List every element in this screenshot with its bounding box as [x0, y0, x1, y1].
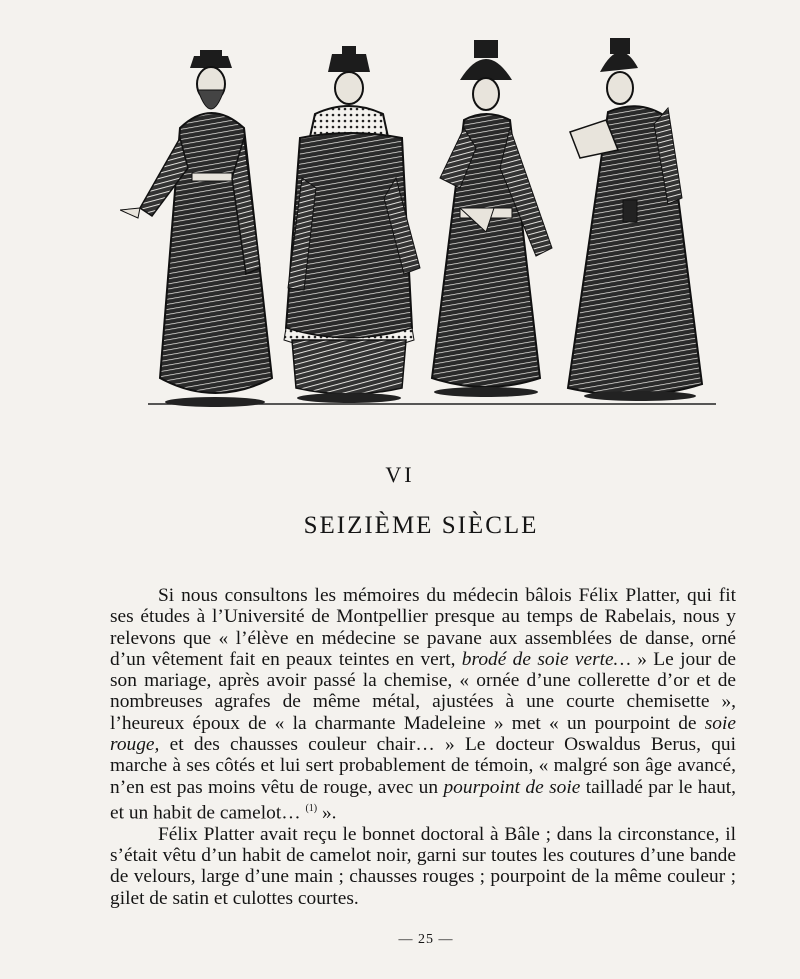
- page-number: — 25 —: [398, 932, 454, 947]
- chapter-number: VI: [385, 462, 415, 487]
- chapter-title: SEIZIÈME SIÈCLE: [303, 512, 539, 539]
- text-run: Si nous consultons les mémoires du médecin bâlois Félix Platter, qui fit ses études à l’Université de Montpellier presque au temps de Rabelais, nous y relevons que « l’élève en médecine se pavane aux assemblées de danse, orné d’un vêtement fait en peaux teintes en vert,: [110, 585, 736, 670]
- italic-phrase: soie rouge,: [110, 712, 736, 756]
- figure-bearded-doctor: [120, 50, 272, 407]
- text-run: tailladé par le haut, et un habit de camelot…: [110, 776, 736, 824]
- text-run: » Le jour de son mariage, après avoir passé la chemise, « ornée d’une collerette d’or et de nombreuses agrafes de même métal, ajustées à une courte chemisette », l’heureux époux de « la charmante Madeleine » met « un pourpoint de: [110, 648, 737, 734]
- italic-phrase: pourpoint de soie: [443, 776, 581, 798]
- text-run: et des chausses couleur chair… » Le docteur Oswaldus Berus, qui marche à ses côtés et lui sert probablement de témoin, « malgré son âge avancé, n’en est pas moins vêtu de rouge, avec un: [110, 734, 736, 798]
- figure-reading-scholar: [568, 38, 702, 401]
- paragraph: [110, 585, 736, 824]
- footnote-reference: (1): [305, 802, 318, 814]
- paragraph: [110, 824, 736, 909]
- italic-phrase: brodé de soie verte…: [461, 648, 631, 670]
- body-text: [110, 585, 736, 909]
- text-run: ».: [317, 802, 337, 824]
- figure-young-student: [432, 40, 552, 397]
- figure-fur-collared-doctor: [284, 46, 420, 403]
- text-run: Félix Platter avait reçu le bonnet doctoral à Bâle ; dans la circonstance, il s’était vêtu d’un habit de camelot noir, garni sur toutes les coutures d’une bande de velours, large d’une main ; chausses rouges ; pourpoint de la même couleur ; gilet de satin et culottes courtes.: [110, 823, 736, 909]
- engraving-illustration: [120, 28, 720, 428]
